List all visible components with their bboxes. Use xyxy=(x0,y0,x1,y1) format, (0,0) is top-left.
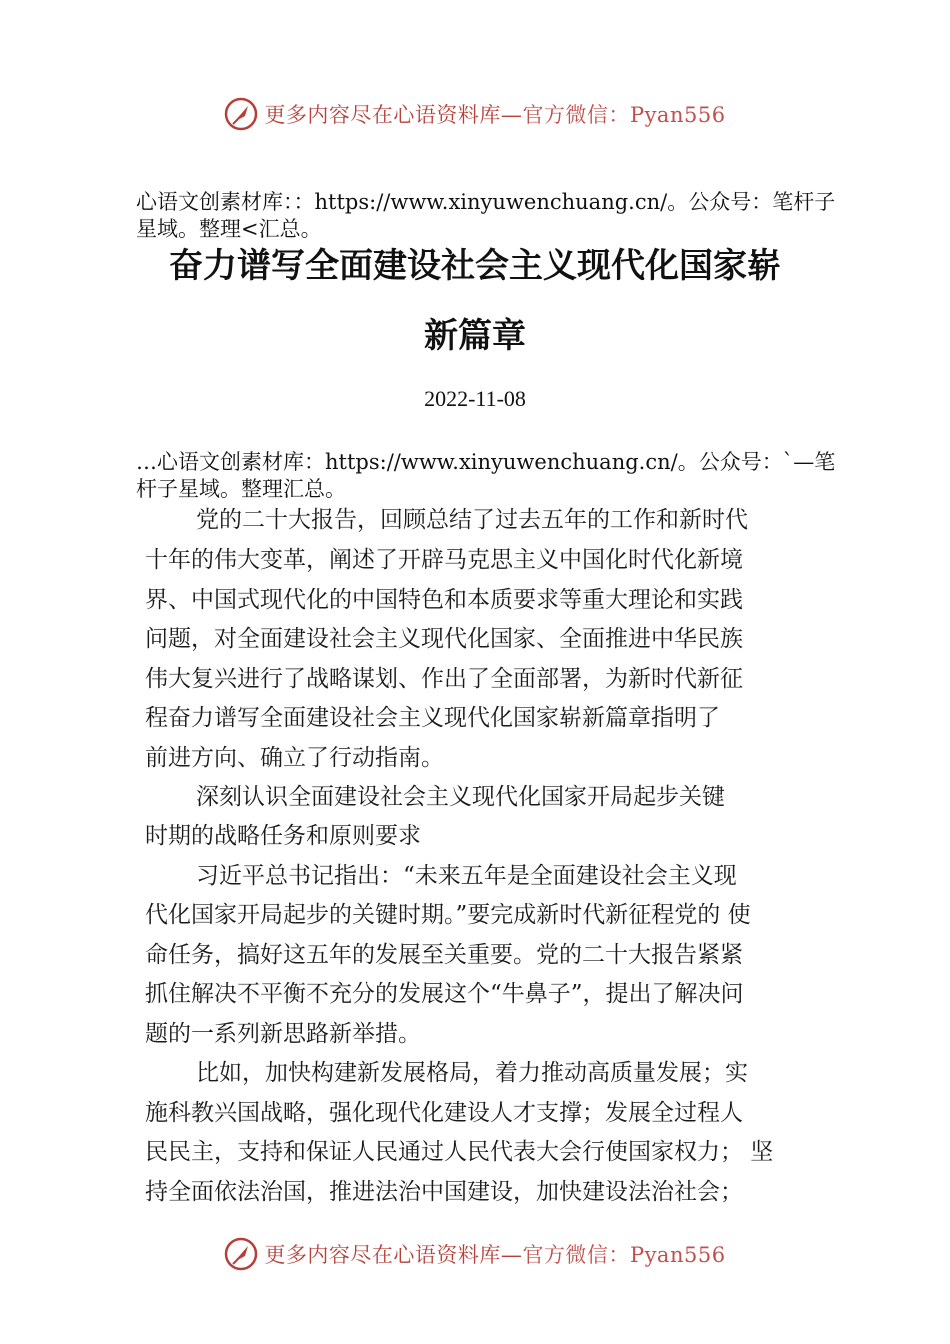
body-line: 程奋力谱写全面建设社会主义现代化国家崭新篇章指明了 xyxy=(145,705,720,731)
article-date: 2022-11-08 xyxy=(424,386,526,411)
footer-banner xyxy=(0,1234,950,1274)
body-line: 习近平总书记指出：“未来五年是全面建设社会主义现 xyxy=(196,863,737,889)
article-title-line-2: 新篇章 xyxy=(424,316,526,356)
body-line: 伟大复兴进行了战略谋划、作出了全面部署，为新时代新征 xyxy=(145,666,743,692)
quill-logo-icon xyxy=(224,97,258,131)
body-line: 比如，加快构建新发展格局，着力推动高质量发展；实 xyxy=(196,1060,748,1086)
body-line: 十年的伟大变革，阐述了开辟马克思主义中国化时代化新境 xyxy=(145,547,743,573)
body-line: 持全面依法治国，推进法治中国建设，加快建设法治社会； xyxy=(145,1179,743,1205)
article-title-line-1: 奋力谱写全面建设社会主义现代化国家崭 xyxy=(169,246,781,286)
body-line: 民民主，支持和保证人民通过人民代表大会行使国家权力； 坚 xyxy=(145,1139,774,1165)
body-line: 题的一系列新思路新举措。 xyxy=(145,1021,421,1047)
quill-logo-icon xyxy=(224,1237,258,1271)
body-line: 抓住解决不平衡不充分的发展这个“牛鼻子”，提出了解决问 xyxy=(145,981,744,1007)
source-note: 心语文创素材库：：https://www.xinyuwenchuang.cn/。公众号：笔杆子星域。整理<汇总。 xyxy=(136,190,836,241)
body-line: 命任务，搞好这五年的发展至关重要。党的二十大报告紧紧 xyxy=(145,942,743,968)
source-note: …心语文创素材库：https://www.xinyuwenchuang.cn/。公众号：`—笔杆子星域。整理汇总。 xyxy=(136,450,836,501)
body-line: 代化国家开局起步的关键时期。”要完成新时代新征程党的 使 xyxy=(145,902,751,928)
body-line: 党的二十大报告，回顾总结了过去五年的工作和新时代 xyxy=(196,507,748,533)
section-heading-line: 深刻认识全面建设社会主义现代化国家开局起步关键 xyxy=(196,784,725,810)
body-line: 界、中国式现代化的中国特色和本质要求等重大理论和实践 xyxy=(145,587,743,613)
body-line: 问题，对全面建设社会主义现代化国家、全面推进中华民族 xyxy=(145,626,743,652)
banner-text: 更多内容尽在心语资料库—官方微信：Pyan556 xyxy=(264,103,726,127)
header-banner xyxy=(0,94,950,134)
body-line: 施科教兴国战略，强化现代化建设人才支撑；发展全过程人 xyxy=(145,1100,743,1126)
banner-text: 更多内容尽在心语资料库—官方微信：Pyan556 xyxy=(264,1243,726,1267)
section-heading-line: 时期的战略任务和原则要求 xyxy=(145,823,421,849)
body-line: 前进方向、确立了行动指南。 xyxy=(145,745,444,771)
